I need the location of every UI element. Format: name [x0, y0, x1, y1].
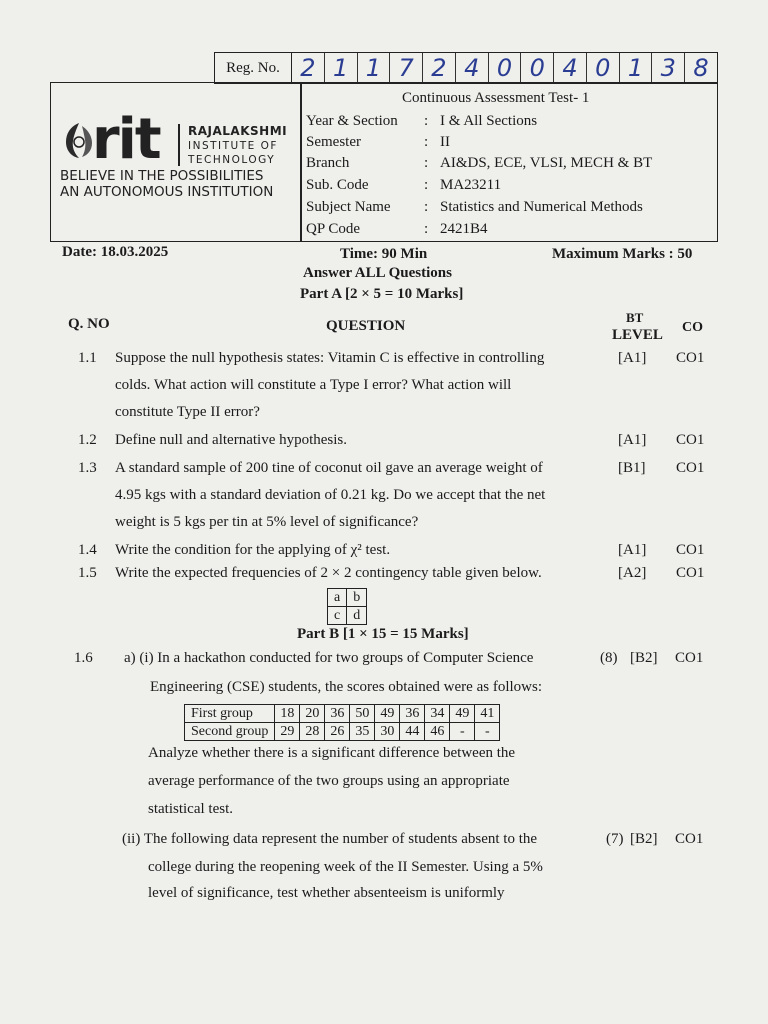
reg-digit-cell: 2	[292, 53, 325, 83]
info-label: Branch	[306, 155, 350, 171]
q16a-after-line3: statistical test.	[148, 801, 233, 817]
contingency-table	[327, 588, 367, 625]
question-number: 1.3	[78, 460, 97, 476]
info-value: I & All Sections	[440, 113, 538, 129]
reg-digit-cell: 0	[489, 53, 522, 83]
part-b-heading: Part B [1 × 15 = 15 Marks]	[297, 626, 469, 642]
exam-title: Continuous Assessment Test- 1	[402, 90, 590, 106]
part-a-heading: Part A [2 × 5 = 10 Marks]	[300, 286, 464, 302]
q16a-bt: [B2]	[630, 650, 658, 666]
info-colon: :	[424, 221, 429, 237]
contingency-cell: b	[347, 589, 367, 607]
info-colon: :	[424, 199, 429, 215]
contingency-row	[328, 589, 367, 607]
reg-digit-cell: 1	[325, 53, 358, 83]
info-colon: :	[424, 113, 429, 129]
question-bt-level: [A1]	[618, 350, 647, 366]
info-label: Subject Name	[306, 199, 391, 215]
q16a-co: CO1	[675, 650, 704, 666]
scores-cell: 46	[425, 723, 450, 741]
scores-row	[185, 705, 500, 723]
question-text-line: A standard sample of 200 tine of coconut oil gave an average weight of	[115, 460, 543, 476]
reg-digit-cell: 1	[620, 53, 653, 83]
contingency-cell: d	[347, 607, 367, 625]
scores-row	[185, 723, 500, 741]
info-colon: :	[424, 177, 429, 193]
logo-name-line3: TECHNOLOGY	[188, 154, 276, 166]
question-number: 1.5	[78, 565, 97, 581]
question-co: CO1	[676, 460, 705, 476]
q16a-marks: (8)	[600, 650, 618, 666]
q16b-bt: [B2]	[630, 831, 658, 847]
exam-time: Time: 90 Min	[340, 246, 428, 262]
reg-label: Reg. No.	[215, 53, 292, 83]
scores-cell: 34	[425, 705, 450, 723]
logo-mark: rit	[92, 107, 160, 172]
q16a-after-line2: average performance of the two groups using an appropriate	[148, 773, 510, 789]
reg-digit-cell: 7	[390, 53, 423, 83]
scores-cell: 44	[400, 723, 425, 741]
info-value: AI&DS, ECE, VLSI, MECH & BT	[440, 155, 653, 171]
logo-tagline1: BELIEVE IN THE POSSIBILITIES	[60, 168, 264, 184]
col-bt-level: LEVEL	[612, 327, 663, 343]
question-number: 1.1	[78, 350, 97, 366]
info-colon: :	[424, 134, 429, 150]
question-text-line: Write the expected frequencies of 2 × 2 contingency table given below.	[115, 565, 542, 581]
reg-digit-cell: 0	[521, 53, 554, 83]
reg-digit-cells	[292, 53, 717, 83]
q16b-marks: (7)	[606, 831, 624, 847]
question-text-line: constitute Type II error?	[115, 404, 260, 420]
exam-date: Date: 18.03.2025	[62, 244, 169, 260]
q16b-line3: level of significance, test whether absenteeism is uniformly	[148, 885, 505, 901]
q16a-line2: Engineering (CSE) students, the scores obtained were as follows:	[150, 679, 542, 695]
info-value: 2421B4	[440, 221, 488, 237]
scores-cell: 18	[275, 705, 300, 723]
scores-cell: -	[450, 723, 475, 741]
question-bt-level: [A1]	[618, 542, 647, 558]
scores-cell: 26	[325, 723, 350, 741]
reg-digit-cell: 1	[358, 53, 391, 83]
info-value: Statistics and Numerical Methods	[440, 199, 643, 215]
info-colon: :	[424, 155, 429, 171]
question-text-line: weight is 5 kgs per tin at 5% level of significance?	[115, 514, 419, 530]
scores-cell: 49	[375, 705, 400, 723]
scores-group-label: First group	[185, 705, 275, 723]
scores-cell: 50	[350, 705, 375, 723]
scores-cell: 36	[400, 705, 425, 723]
scores-table	[184, 704, 500, 741]
info-value: MA23211	[440, 177, 502, 193]
logo-tagline2: AN AUTONOMOUS INSTITUTION	[60, 184, 274, 200]
scores-cell: 30	[375, 723, 400, 741]
question-co: CO1	[676, 350, 705, 366]
reg-digit-cell: 8	[693, 54, 709, 82]
reg-digit-cell: 4	[456, 53, 489, 83]
logo-name-line2: INSTITUTE OF	[188, 140, 278, 152]
scores-cell: 35	[350, 723, 375, 741]
question-text-line: Define null and alternative hypothesis.	[115, 432, 348, 448]
question-number: 1.2	[78, 432, 97, 448]
info-label: QP Code	[306, 221, 361, 237]
scores-cell: 41	[475, 705, 500, 723]
reg-digit-cell: 3	[652, 53, 685, 83]
q16b-co: CO1	[675, 831, 704, 847]
info-label: Year & Section	[306, 113, 398, 129]
question-text-line: 4.95 kgs with a standard deviation of 0.21 kg. Do we accept that the net	[115, 487, 546, 503]
q16a-after-line1: Analyze whether there is a significant difference between the	[148, 745, 516, 761]
scores-cell: 20	[300, 705, 325, 723]
scores-cell: 49	[450, 705, 475, 723]
question-co: CO1	[676, 542, 705, 558]
question-bt-level: [A1]	[618, 432, 647, 448]
contingency-row	[328, 607, 367, 625]
logo-emblem-icon	[62, 120, 96, 165]
contingency-cell: a	[328, 589, 347, 607]
question-bt-level: [A2]	[618, 565, 647, 581]
header-divider	[300, 82, 302, 242]
col-bt: BT	[626, 310, 644, 325]
question-text-line: Write the condition for the applying of χ² test.	[115, 542, 391, 558]
col-co: CO	[682, 320, 703, 335]
reg-digit-cell: 0	[587, 53, 620, 83]
question-text-line: colds. What action will constitute a Type I error? What action will	[115, 377, 512, 393]
maximum-marks: Maximum Marks : 50	[552, 246, 693, 262]
reg-digit-cell: 2	[423, 53, 456, 83]
question-number: 1.4	[78, 542, 97, 558]
info-label: Sub. Code	[306, 177, 369, 193]
contingency-cell: c	[328, 607, 347, 625]
scores-group-label: Second group	[185, 723, 275, 741]
q16b-line2: college during the reopening week of the II Semester. Using a 5%	[148, 859, 543, 875]
question-co: CO1	[676, 432, 705, 448]
scores-cell: 29	[275, 723, 300, 741]
question-number: 1.6	[74, 650, 93, 666]
info-value: II	[440, 134, 450, 150]
info-label: Semester	[306, 134, 361, 150]
logo-divider	[178, 124, 180, 166]
reg-number-box	[214, 52, 718, 84]
col-question: QUESTION	[326, 318, 406, 334]
logo-name-line1: RAJALAKSHMI	[188, 124, 288, 138]
q16b-line1: (ii) The following data represent the number of students absent to the	[122, 831, 538, 847]
question-text-line: Suppose the null hypothesis states: Vitamin C is effective in controlling	[115, 350, 545, 366]
scores-cell: 28	[300, 723, 325, 741]
col-qno: Q. NO	[68, 316, 110, 332]
q16a-line1: a) (i) In a hackathon conducted for two groups of Computer Science	[124, 650, 534, 666]
question-co: CO1	[676, 565, 705, 581]
scores-cell: -	[475, 723, 500, 741]
instruction: Answer ALL Questions	[303, 265, 452, 281]
reg-digit-cell: 4	[554, 53, 587, 83]
scores-cell: 36	[325, 705, 350, 723]
question-bt-level: [B1]	[618, 460, 646, 476]
